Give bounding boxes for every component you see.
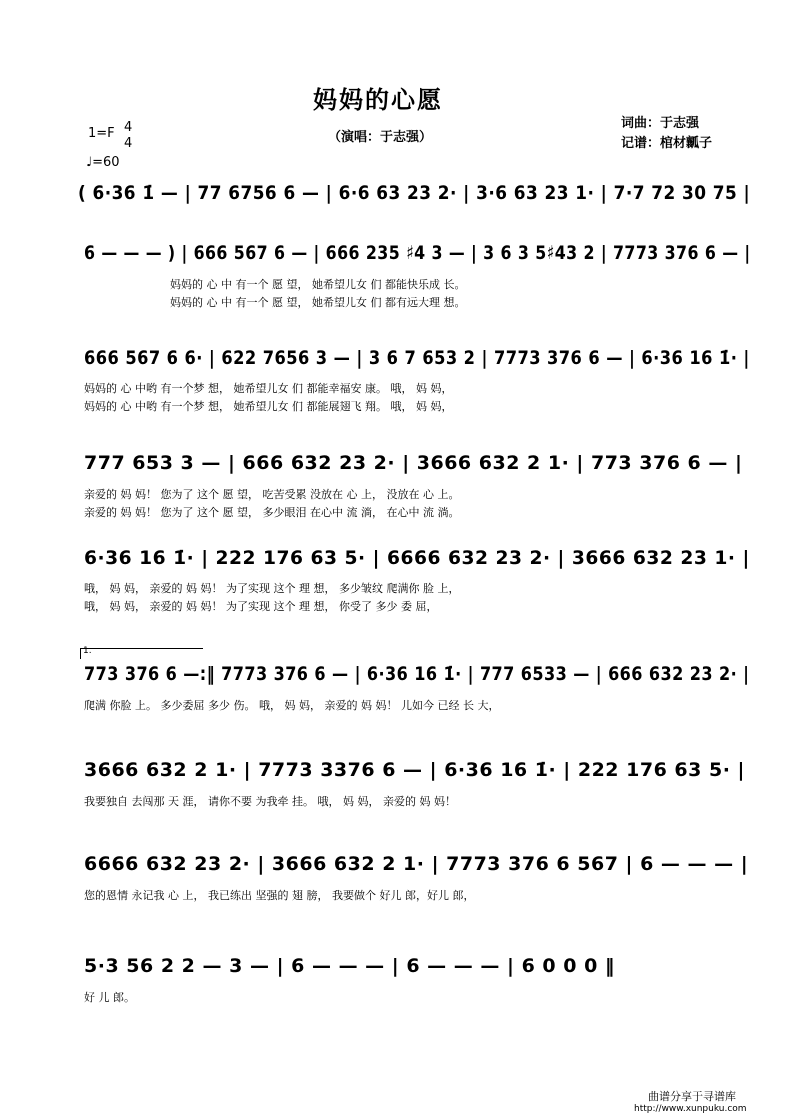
- row-2-lyrics-verse-2: 妈妈的 心 中 有一个 愿 望， 她希望儿女 们 都有远大理 想。: [170, 296, 466, 309]
- volta-bracket: [80, 648, 203, 659]
- notation-credit: 记谱：棺材瓤子: [621, 136, 713, 151]
- key-signature: [88, 126, 115, 141]
- row-9-notes: 5·3 56 2 2 — 3 — | 6 — — — | 6 — — — | 6 0 0 0 ‖: [84, 955, 615, 977]
- row-4-notes: 777 653 3 — | 666 632 23 2· | 3666 632 2 1· | 773 376 6 — |: [84, 452, 743, 474]
- row-7-lyrics: 我要独自 去闯那 天 涯， 请你不要 为我牵 挂。 哦， 妈 妈， 亲爱的 妈 妈！: [84, 795, 456, 808]
- row-3-notes: 666 567 6 6· | 622 7656 3 — | 3 6 7 653 2 | 7773 376 6 — | 6·36 16 1̇· |: [84, 347, 750, 369]
- row-5-lyrics-verse-2: 哦， 妈 妈， 亲爱的 妈 妈！ 为了实现 这个 理 想， 你受了 多少 委 屈，: [84, 600, 438, 613]
- row-8-lyrics: 您的恩情 永记我 心 上， 我已练出 坚强的 翅 膀， 我要做个 好儿 郎，好儿 郎，: [84, 889, 475, 902]
- key-label: 1=F: [88, 126, 115, 141]
- row-4-lyrics-verse-1: 亲爱的 妈 妈！ 您为了 这个 愿 望， 吃苦受累 没放在 心 上， 没放在 心 上。: [84, 488, 460, 501]
- row-6-lyrics: 爬满 你脸 上。 多少委屈 多少 伤。 哦， 妈 妈， 亲爱的 妈 妈！ 儿如今 已经 长 大，: [84, 699, 500, 712]
- page-title: 妈妈的心愿: [313, 86, 443, 114]
- tempo-marking: ♩=60: [86, 155, 120, 170]
- row-2-notes: 6 — — — ) | 666 567 6 — | 666 235 ♯4 3 — | 3 6 3 5♯43 2 | 7773 376 6 — |: [84, 242, 751, 264]
- row-3-lyrics-verse-2: 妈妈的 心 中哟 有一个梦 想， 她希望儿女 们 都能展翅飞 翔。 哦， 妈 妈，: [84, 400, 453, 413]
- time-signature-bottom: 4: [124, 136, 133, 151]
- row-9-lyrics: 好 儿 郎。: [84, 991, 135, 1004]
- row-8-notes: 6666 632 23 2· | 3666 632 2 1· | 7773 376 6 567 | 6 — — — |: [84, 853, 749, 875]
- row-1-notes: ( 6·36 1̇ — | 77 6756 6 — | 6·6 63 23 2· | 3·6 63 23 1· | 7·7 72 30 75 |: [78, 182, 751, 204]
- footer-site-name: 曲谱分享于寻谱库: [648, 1090, 736, 1103]
- row-4-lyrics-verse-2: 亲爱的 妈 妈！ 您为了 这个 愿 望， 多少眼泪 在心中 流 淌， 在心中 流 淌。: [84, 506, 460, 519]
- volta-number: 1.: [83, 646, 92, 656]
- row-7-notes: 3666 632 2 1· | 7773 3376 6 — | 6·36 16 1̇· | 222 176 63 5· |: [84, 759, 745, 781]
- row-5-lyrics-verse-1: 哦， 妈 妈， 亲爱的 妈 妈！ 为了实现 这个 理 想， 多少皱纹 爬满你 脸 上，: [84, 582, 460, 595]
- footer-site-url[interactable]: http://www.xunpuku.com: [634, 1104, 747, 1114]
- lyrics-music-credit: 词曲：于志强: [621, 116, 700, 131]
- row-3-lyrics-verse-1: 妈妈的 心 中哟 有一个梦 想， 她希望儿女 们 都能幸福安 康。 哦， 妈 妈，: [84, 382, 453, 395]
- row-6-notes: 773 376 6 —:‖ 7773 376 6 — | 6·36 16 1̇· | 777 6533 — | 666 632 23 2· |: [84, 663, 750, 685]
- row-2-lyrics-verse-1: 妈妈的 心 中 有一个 愿 望， 她希望儿女 们 都能快乐成 长。: [170, 278, 466, 291]
- time-signature-top: 4: [124, 120, 133, 135]
- singer-label: （演唱：于志强）: [328, 130, 433, 145]
- row-5-notes: 6·36 16 1̇· | 222 176 63 5· | 6666 632 23 2· | 3666 632 23 1· |: [84, 547, 750, 569]
